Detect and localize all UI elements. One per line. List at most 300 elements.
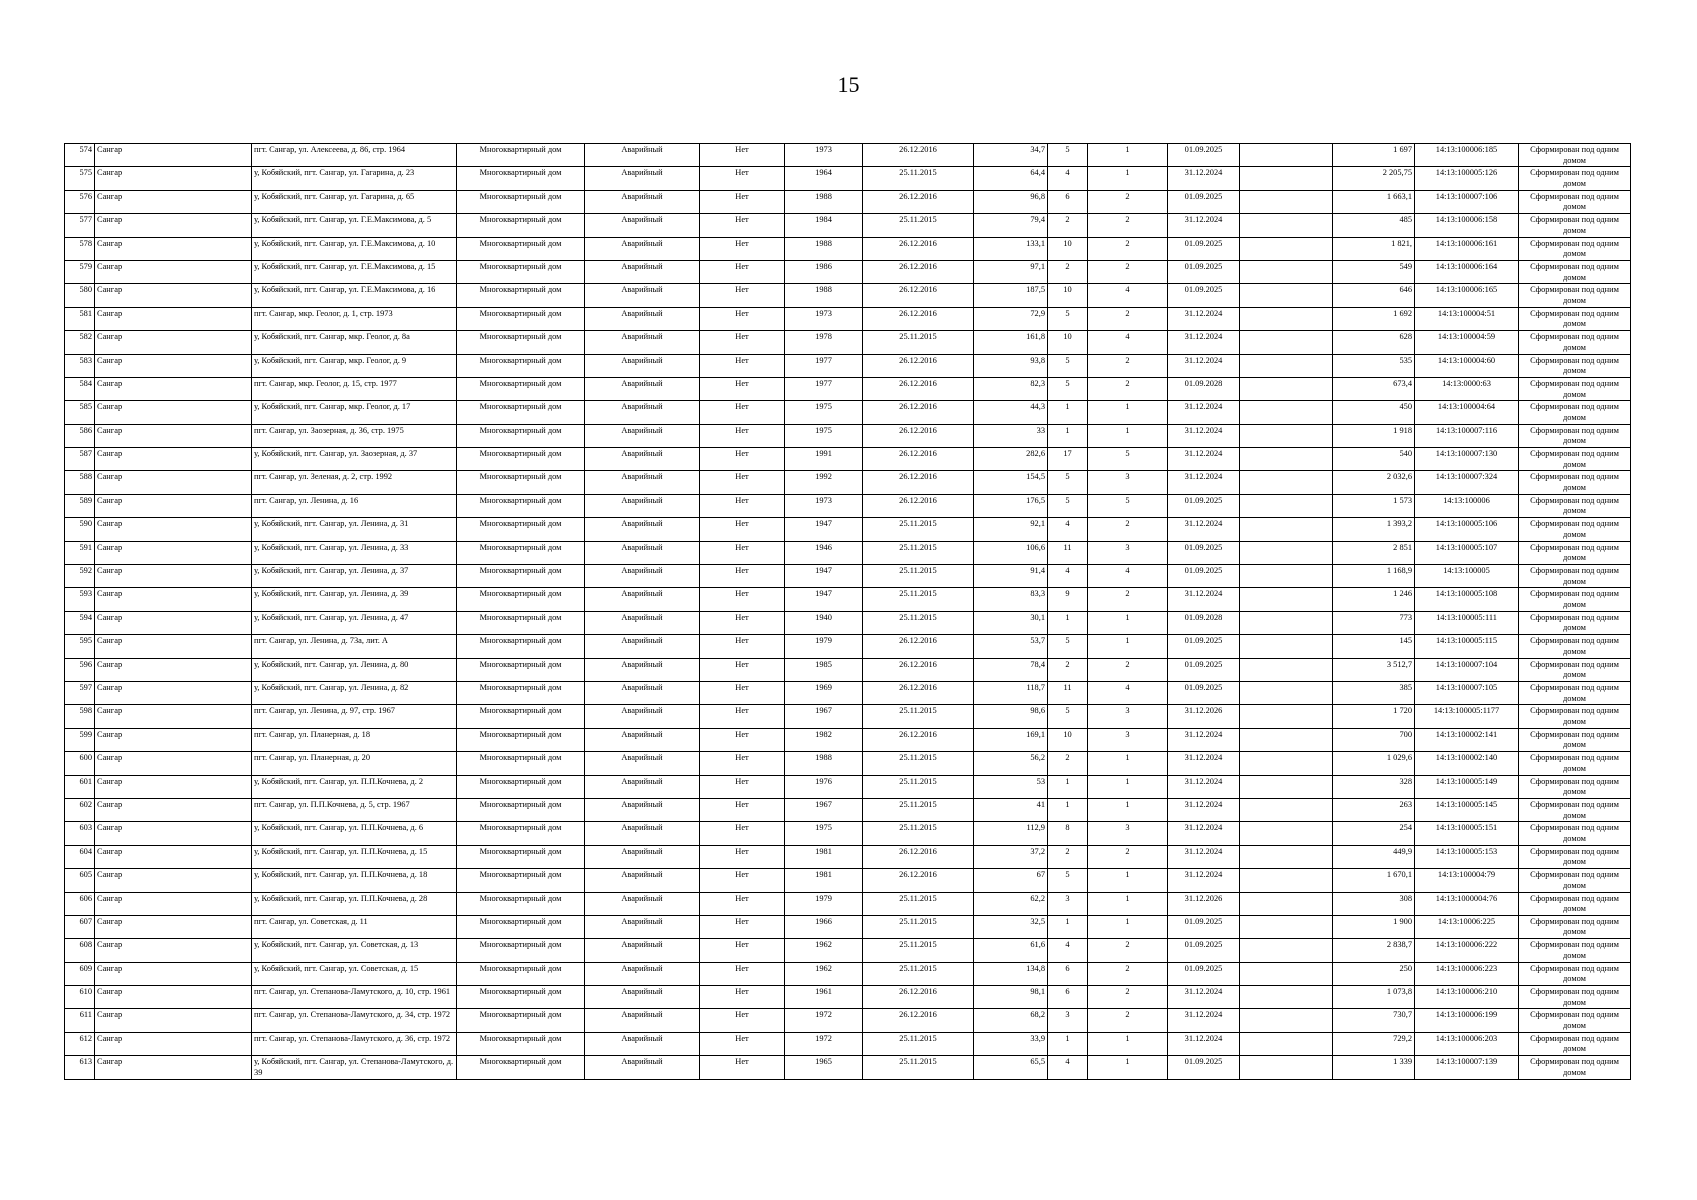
cell-area: 34,7	[974, 144, 1048, 167]
cell-row-number: 584	[65, 377, 95, 400]
cell-recognition-date: 25.11.2015	[863, 962, 974, 985]
cell-residents: 6	[1048, 986, 1088, 1009]
cell-amount: 535	[1333, 354, 1415, 377]
cell-house-type: Многоквартирный дом	[457, 611, 585, 634]
cell-empty-column	[1240, 892, 1333, 915]
cell-condition: Аварийный	[585, 1056, 700, 1079]
cell-cadastral-number: 14:13:100007:324	[1415, 471, 1519, 494]
table-row	[65, 377, 1631, 400]
cell-apartments: 1	[1088, 892, 1168, 915]
cell-row-number: 586	[65, 424, 95, 447]
cell-planned-date: 31.12.2024	[1168, 331, 1240, 354]
cell-cadastral-number: 14:13:100005:111	[1415, 611, 1519, 634]
cell-settlement: Сангар	[95, 518, 252, 541]
cell-settlement: Сангар	[95, 401, 252, 424]
cell-recognition-date: 26.12.2016	[863, 986, 974, 1009]
cell-empty-column	[1240, 190, 1333, 213]
cell-address: пгт. Сангар, мкр. Геолог, д. 15, стр. 1977	[252, 377, 457, 400]
cell-build-year: 1965	[785, 1056, 863, 1079]
cell-empty-column	[1240, 939, 1333, 962]
cell-apartments: 1	[1088, 1032, 1168, 1055]
cell-amount: 773	[1333, 611, 1415, 634]
cell-reconstruction: Нет	[700, 681, 785, 704]
cell-row-number: 587	[65, 448, 95, 471]
cell-land-status: Сформирован под одним домом	[1519, 588, 1631, 611]
cell-settlement: Сангар	[95, 962, 252, 985]
cell-residents: 5	[1048, 354, 1088, 377]
cell-settlement: Сангар	[95, 471, 252, 494]
cell-row-number: 608	[65, 939, 95, 962]
cell-condition: Аварийный	[585, 214, 700, 237]
cell-land-status: Сформирован под одним домом	[1519, 892, 1631, 915]
cell-build-year: 1967	[785, 705, 863, 728]
cell-amount: 250	[1333, 962, 1415, 985]
cell-recognition-date: 25.11.2015	[863, 752, 974, 775]
cell-apartments: 2	[1088, 260, 1168, 283]
cell-amount: 263	[1333, 798, 1415, 821]
cell-planned-date: 31.12.2024	[1168, 728, 1240, 751]
cell-apartments: 3	[1088, 541, 1168, 564]
cell-empty-column	[1240, 494, 1333, 517]
cell-land-status: Сформирован под одним домом	[1519, 611, 1631, 634]
cell-house-type: Многоквартирный дом	[457, 915, 585, 938]
cell-land-status: Сформирован под одним домом	[1519, 775, 1631, 798]
cell-reconstruction: Нет	[700, 1009, 785, 1032]
cell-settlement: Сангар	[95, 1056, 252, 1079]
cell-cadastral-number: 14:13:100004:59	[1415, 331, 1519, 354]
table-row	[65, 728, 1631, 751]
cell-reconstruction: Нет	[700, 775, 785, 798]
cell-condition: Аварийный	[585, 565, 700, 588]
cell-empty-column	[1240, 1032, 1333, 1055]
cell-settlement: Сангар	[95, 284, 252, 307]
cell-house-type: Многоквартирный дом	[457, 939, 585, 962]
cell-recognition-date: 26.12.2016	[863, 190, 974, 213]
cell-build-year: 1975	[785, 822, 863, 845]
cell-recognition-date: 26.12.2016	[863, 307, 974, 330]
cell-amount: 308	[1333, 892, 1415, 915]
cell-settlement: Сангар	[95, 775, 252, 798]
cell-amount: 1 720	[1333, 705, 1415, 728]
cell-row-number: 603	[65, 822, 95, 845]
cell-empty-column	[1240, 377, 1333, 400]
cell-condition: Аварийный	[585, 705, 700, 728]
table-row	[65, 986, 1631, 1009]
cell-area: 37,2	[974, 845, 1048, 868]
table-row	[65, 354, 1631, 377]
cell-house-type: Многоквартирный дом	[457, 541, 585, 564]
cell-planned-date: 01.09.2025	[1168, 658, 1240, 681]
cell-address: у, Кобяйский, пгт. Сангар, ул. Г.Е.Максимова, д. 5	[252, 214, 457, 237]
cell-planned-date: 01.09.2025	[1168, 915, 1240, 938]
cell-settlement: Сангар	[95, 494, 252, 517]
cell-recognition-date: 26.12.2016	[863, 658, 974, 681]
cell-reconstruction: Нет	[700, 962, 785, 985]
cell-row-number: 583	[65, 354, 95, 377]
cell-area: 67	[974, 869, 1048, 892]
cell-apartments: 2	[1088, 214, 1168, 237]
cell-address: у, Кобяйский, пгт. Сангар, ул. Гагарина, д. 65	[252, 190, 457, 213]
cell-planned-date: 31.12.2024	[1168, 986, 1240, 1009]
cell-address: у, Кобяйский, пгт. Сангар, ул. Ленина, д. 33	[252, 541, 457, 564]
cell-reconstruction: Нет	[700, 190, 785, 213]
cell-residents: 11	[1048, 541, 1088, 564]
cell-house-type: Многоквартирный дом	[457, 354, 585, 377]
cell-area: 98,6	[974, 705, 1048, 728]
cell-build-year: 1972	[785, 1009, 863, 1032]
cell-land-status: Сформирован под одним домом	[1519, 565, 1631, 588]
table-row	[65, 915, 1631, 938]
cell-house-type: Многоквартирный дом	[457, 494, 585, 517]
cell-empty-column	[1240, 167, 1333, 190]
cell-empty-column	[1240, 775, 1333, 798]
cell-settlement: Сангар	[95, 1032, 252, 1055]
cell-cadastral-number: 14:13:100006:164	[1415, 260, 1519, 283]
cell-amount: 1 692	[1333, 307, 1415, 330]
cell-build-year: 1981	[785, 845, 863, 868]
cell-address: пгт. Сангар, ул. Планерная, д. 18	[252, 728, 457, 751]
cell-planned-date: 31.12.2024	[1168, 167, 1240, 190]
table-row	[65, 494, 1631, 517]
table-row	[65, 752, 1631, 775]
cell-house-type: Многоквартирный дом	[457, 214, 585, 237]
cell-house-type: Многоквартирный дом	[457, 190, 585, 213]
cell-land-status: Сформирован под одним домом	[1519, 869, 1631, 892]
cell-row-number: 575	[65, 167, 95, 190]
cell-empty-column	[1240, 214, 1333, 237]
cell-settlement: Сангар	[95, 681, 252, 704]
cell-residents: 4	[1048, 518, 1088, 541]
cell-apartments: 5	[1088, 494, 1168, 517]
cell-condition: Аварийный	[585, 424, 700, 447]
cell-recognition-date: 25.11.2015	[863, 939, 974, 962]
cell-residents: 4	[1048, 1056, 1088, 1079]
cell-apartments: 1	[1088, 915, 1168, 938]
cell-reconstruction: Нет	[700, 494, 785, 517]
cell-empty-column	[1240, 565, 1333, 588]
cell-empty-column	[1240, 518, 1333, 541]
cell-recognition-date: 25.11.2015	[863, 705, 974, 728]
cell-condition: Аварийный	[585, 822, 700, 845]
cell-row-number: 610	[65, 986, 95, 1009]
cell-land-status: Сформирован под одним домом	[1519, 541, 1631, 564]
cell-planned-date: 01.09.2025	[1168, 1056, 1240, 1079]
cell-cadastral-number: 14:13:100007:116	[1415, 424, 1519, 447]
cell-planned-date: 31.12.2024	[1168, 822, 1240, 845]
cell-build-year: 1940	[785, 611, 863, 634]
cell-empty-column	[1240, 915, 1333, 938]
cell-row-number: 607	[65, 915, 95, 938]
cell-land-status: Сформирован под одним домом	[1519, 260, 1631, 283]
table-row	[65, 237, 1631, 260]
cell-build-year: 1967	[785, 798, 863, 821]
cell-condition: Аварийный	[585, 1032, 700, 1055]
cell-residents: 10	[1048, 237, 1088, 260]
cell-address: пгт. Сангар, ул. Советская, д. 11	[252, 915, 457, 938]
cell-condition: Аварийный	[585, 331, 700, 354]
cell-land-status: Сформирован под одним домом	[1519, 494, 1631, 517]
cell-row-number: 588	[65, 471, 95, 494]
cell-residents: 1	[1048, 798, 1088, 821]
cell-cadastral-number: 14:13:100005:145	[1415, 798, 1519, 821]
table-row	[65, 448, 1631, 471]
cell-cadastral-number: 14:13:100002:140	[1415, 752, 1519, 775]
cell-amount: 254	[1333, 822, 1415, 845]
cell-empty-column	[1240, 588, 1333, 611]
cell-apartments: 2	[1088, 518, 1168, 541]
cell-build-year: 1978	[785, 331, 863, 354]
cell-residents: 1	[1048, 775, 1088, 798]
cell-amount: 1 670,1	[1333, 869, 1415, 892]
cell-cadastral-number: 14:13:100006	[1415, 494, 1519, 517]
cell-house-type: Многоквартирный дом	[457, 144, 585, 167]
cell-row-number: 589	[65, 494, 95, 517]
cell-condition: Аварийный	[585, 401, 700, 424]
cell-build-year: 1988	[785, 237, 863, 260]
cell-address: пгт. Сангар, ул. Ленина, д. 73а, лит. А	[252, 635, 457, 658]
cell-build-year: 1947	[785, 565, 863, 588]
cell-reconstruction: Нет	[700, 284, 785, 307]
table-row	[65, 284, 1631, 307]
cell-empty-column	[1240, 471, 1333, 494]
cell-row-number: 605	[65, 869, 95, 892]
cell-recognition-date: 25.11.2015	[863, 915, 974, 938]
cell-area: 44,3	[974, 401, 1048, 424]
cell-recognition-date: 25.11.2015	[863, 892, 974, 915]
cell-row-number: 576	[65, 190, 95, 213]
cell-residents: 9	[1048, 588, 1088, 611]
cell-settlement: Сангар	[95, 214, 252, 237]
cell-address: у, Кобяйский, пгт. Сангар, ул. Г.Е.Максимова, д. 16	[252, 284, 457, 307]
cell-settlement: Сангар	[95, 588, 252, 611]
table-row	[65, 190, 1631, 213]
cell-row-number: 612	[65, 1032, 95, 1055]
cell-settlement: Сангар	[95, 822, 252, 845]
cell-planned-date: 31.12.2024	[1168, 588, 1240, 611]
table-row	[65, 588, 1631, 611]
cell-recognition-date: 26.12.2016	[863, 144, 974, 167]
cell-settlement: Сангар	[95, 635, 252, 658]
cell-condition: Аварийный	[585, 962, 700, 985]
cell-condition: Аварийный	[585, 939, 700, 962]
cell-residents: 1	[1048, 915, 1088, 938]
cell-empty-column	[1240, 845, 1333, 868]
cell-area: 176,5	[974, 494, 1048, 517]
cell-cadastral-number: 14:13:100006:199	[1415, 1009, 1519, 1032]
table-row	[65, 845, 1631, 868]
cell-area: 118,7	[974, 681, 1048, 704]
registry-body	[65, 144, 1631, 1080]
cell-amount: 1 393,2	[1333, 518, 1415, 541]
cell-address: у, Кобяйский, пгт. Сангар, ул. Г.Е.Максимова, д. 15	[252, 260, 457, 283]
cell-settlement: Сангар	[95, 798, 252, 821]
cell-row-number: 585	[65, 401, 95, 424]
cell-house-type: Многоквартирный дом	[457, 962, 585, 985]
cell-area: 92,1	[974, 518, 1048, 541]
cell-amount: 328	[1333, 775, 1415, 798]
cell-address: у, Кобяйский, пгт. Сангар, ул. П.П.Кочнева, д. 6	[252, 822, 457, 845]
cell-amount: 730,7	[1333, 1009, 1415, 1032]
cell-house-type: Многоквартирный дом	[457, 681, 585, 704]
cell-residents: 5	[1048, 869, 1088, 892]
cell-house-type: Многоквартирный дом	[457, 1032, 585, 1055]
cell-planned-date: 31.12.2024	[1168, 775, 1240, 798]
cell-cadastral-number: 14:13:100005:149	[1415, 775, 1519, 798]
cell-settlement: Сангар	[95, 541, 252, 564]
cell-amount: 1 573	[1333, 494, 1415, 517]
cell-land-status: Сформирован под одним домом	[1519, 1056, 1631, 1079]
cell-address: у, Кобяйский, пгт. Сангар, ул. Ленина, д. 82	[252, 681, 457, 704]
cell-apartments: 1	[1088, 424, 1168, 447]
cell-land-status: Сформирован под одним домом	[1519, 401, 1631, 424]
cell-empty-column	[1240, 307, 1333, 330]
cell-reconstruction: Нет	[700, 892, 785, 915]
cell-build-year: 1973	[785, 307, 863, 330]
cell-build-year: 1961	[785, 986, 863, 1009]
table-row	[65, 611, 1631, 634]
cell-land-status: Сформирован под одним домом	[1519, 658, 1631, 681]
cell-row-number: 597	[65, 681, 95, 704]
cell-reconstruction: Нет	[700, 1056, 785, 1079]
cell-house-type: Многоквартирный дом	[457, 471, 585, 494]
cell-residents: 1	[1048, 401, 1088, 424]
cell-condition: Аварийный	[585, 681, 700, 704]
cell-address: у, Кобяйский, пгт. Сангар, ул. Ленина, д. 37	[252, 565, 457, 588]
cell-reconstruction: Нет	[700, 822, 785, 845]
cell-build-year: 1973	[785, 494, 863, 517]
cell-land-status: Сформирован под одним домом	[1519, 448, 1631, 471]
cell-planned-date: 31.12.2024	[1168, 424, 1240, 447]
cell-recognition-date: 25.11.2015	[863, 331, 974, 354]
cell-address: у, Кобяйский, пгт. Сангар, ул. Советская, д. 13	[252, 939, 457, 962]
cell-condition: Аварийный	[585, 1009, 700, 1032]
cell-settlement: Сангар	[95, 331, 252, 354]
cell-residents: 2	[1048, 214, 1088, 237]
cell-row-number: 593	[65, 588, 95, 611]
cell-build-year: 1984	[785, 214, 863, 237]
cell-area: 154,5	[974, 471, 1048, 494]
cell-build-year: 1947	[785, 518, 863, 541]
cell-land-status: Сформирован под одним домом	[1519, 237, 1631, 260]
cell-cadastral-number: 14:13:100005:107	[1415, 541, 1519, 564]
cell-planned-date: 01.09.2025	[1168, 260, 1240, 283]
cell-address: пгт. Сангар, ул. Степанова-Ламутского, д. 10, стр. 1961	[252, 986, 457, 1009]
cell-address: пгт. Сангар, ул. Степанова-Ламутского, д. 34, стр. 1972	[252, 1009, 457, 1032]
cell-apartments: 2	[1088, 962, 1168, 985]
cell-area: 68,2	[974, 1009, 1048, 1032]
cell-empty-column	[1240, 331, 1333, 354]
cell-cadastral-number: 14:13:100002:141	[1415, 728, 1519, 751]
cell-row-number: 590	[65, 518, 95, 541]
cell-planned-date: 31.12.2024	[1168, 752, 1240, 775]
cell-amount: 3 512,7	[1333, 658, 1415, 681]
cell-condition: Аварийный	[585, 845, 700, 868]
cell-recognition-date: 26.12.2016	[863, 1009, 974, 1032]
cell-empty-column	[1240, 354, 1333, 377]
cell-planned-date: 31.12.2024	[1168, 1032, 1240, 1055]
cell-reconstruction: Нет	[700, 869, 785, 892]
cell-apartments: 4	[1088, 284, 1168, 307]
cell-residents: 2	[1048, 752, 1088, 775]
cell-cadastral-number: 14:13:100004:51	[1415, 307, 1519, 330]
cell-condition: Аварийный	[585, 448, 700, 471]
cell-row-number: 578	[65, 237, 95, 260]
cell-apartments: 5	[1088, 448, 1168, 471]
cell-cadastral-number: 14:13:100007:130	[1415, 448, 1519, 471]
cell-amount: 1 073,8	[1333, 986, 1415, 1009]
cell-apartments: 4	[1088, 565, 1168, 588]
cell-condition: Аварийный	[585, 190, 700, 213]
cell-land-status: Сформирован под одним домом	[1519, 214, 1631, 237]
cell-land-status: Сформирован под одним домом	[1519, 822, 1631, 845]
cell-condition: Аварийный	[585, 635, 700, 658]
cell-area: 112,9	[974, 822, 1048, 845]
cell-recognition-date: 25.11.2015	[863, 822, 974, 845]
cell-cadastral-number: 14:13:100005:106	[1415, 518, 1519, 541]
cell-settlement: Сангар	[95, 448, 252, 471]
cell-land-status: Сформирован под одним домом	[1519, 144, 1631, 167]
cell-cadastral-number: 14:13:100005:1177	[1415, 705, 1519, 728]
cell-amount: 2 032,6	[1333, 471, 1415, 494]
cell-apartments: 1	[1088, 144, 1168, 167]
cell-condition: Аварийный	[585, 775, 700, 798]
cell-residents: 2	[1048, 260, 1088, 283]
cell-amount: 385	[1333, 681, 1415, 704]
cell-build-year: 1966	[785, 915, 863, 938]
cell-planned-date: 01.09.2025	[1168, 939, 1240, 962]
table-row	[65, 518, 1631, 541]
cell-address: пгт. Сангар, ул. Планерная, д. 20	[252, 752, 457, 775]
cell-cadastral-number: 14:13:100006:158	[1415, 214, 1519, 237]
cell-recognition-date: 26.12.2016	[863, 635, 974, 658]
cell-address: у, Кобяйский, пгт. Сангар, ул. Г.Е.Максимова, д. 10	[252, 237, 457, 260]
cell-apartments: 2	[1088, 1009, 1168, 1032]
cell-settlement: Сангар	[95, 869, 252, 892]
cell-house-type: Многоквартирный дом	[457, 331, 585, 354]
cell-area: 61,6	[974, 939, 1048, 962]
cell-build-year: 1972	[785, 1032, 863, 1055]
cell-area: 41	[974, 798, 1048, 821]
cell-cadastral-number: 14:13:100006:210	[1415, 986, 1519, 1009]
cell-planned-date: 31.12.2024	[1168, 518, 1240, 541]
cell-reconstruction: Нет	[700, 658, 785, 681]
cell-house-type: Многоквартирный дом	[457, 588, 585, 611]
cell-land-status: Сформирован под одним домом	[1519, 798, 1631, 821]
cell-build-year: 1988	[785, 190, 863, 213]
cell-row-number: 613	[65, 1056, 95, 1079]
cell-area: 53	[974, 775, 1048, 798]
cell-cadastral-number: 14:13:0000:63	[1415, 377, 1519, 400]
cell-build-year: 1962	[785, 939, 863, 962]
cell-apartments: 2	[1088, 377, 1168, 400]
cell-apartments: 1	[1088, 167, 1168, 190]
cell-planned-date: 01.09.2025	[1168, 635, 1240, 658]
cell-recognition-date: 25.11.2015	[863, 1032, 974, 1055]
table-row	[65, 214, 1631, 237]
cell-settlement: Сангар	[95, 260, 252, 283]
cell-empty-column	[1240, 401, 1333, 424]
cell-amount: 729,2	[1333, 1032, 1415, 1055]
table-row	[65, 1056, 1631, 1079]
cell-reconstruction: Нет	[700, 377, 785, 400]
cell-apartments: 1	[1088, 401, 1168, 424]
cell-reconstruction: Нет	[700, 331, 785, 354]
cell-cadastral-number: 14:13:100006:223	[1415, 962, 1519, 985]
cell-apartments: 1	[1088, 752, 1168, 775]
cell-recognition-date: 25.11.2015	[863, 798, 974, 821]
cell-land-status: Сформирован под одним домом	[1519, 424, 1631, 447]
cell-settlement: Сангар	[95, 144, 252, 167]
